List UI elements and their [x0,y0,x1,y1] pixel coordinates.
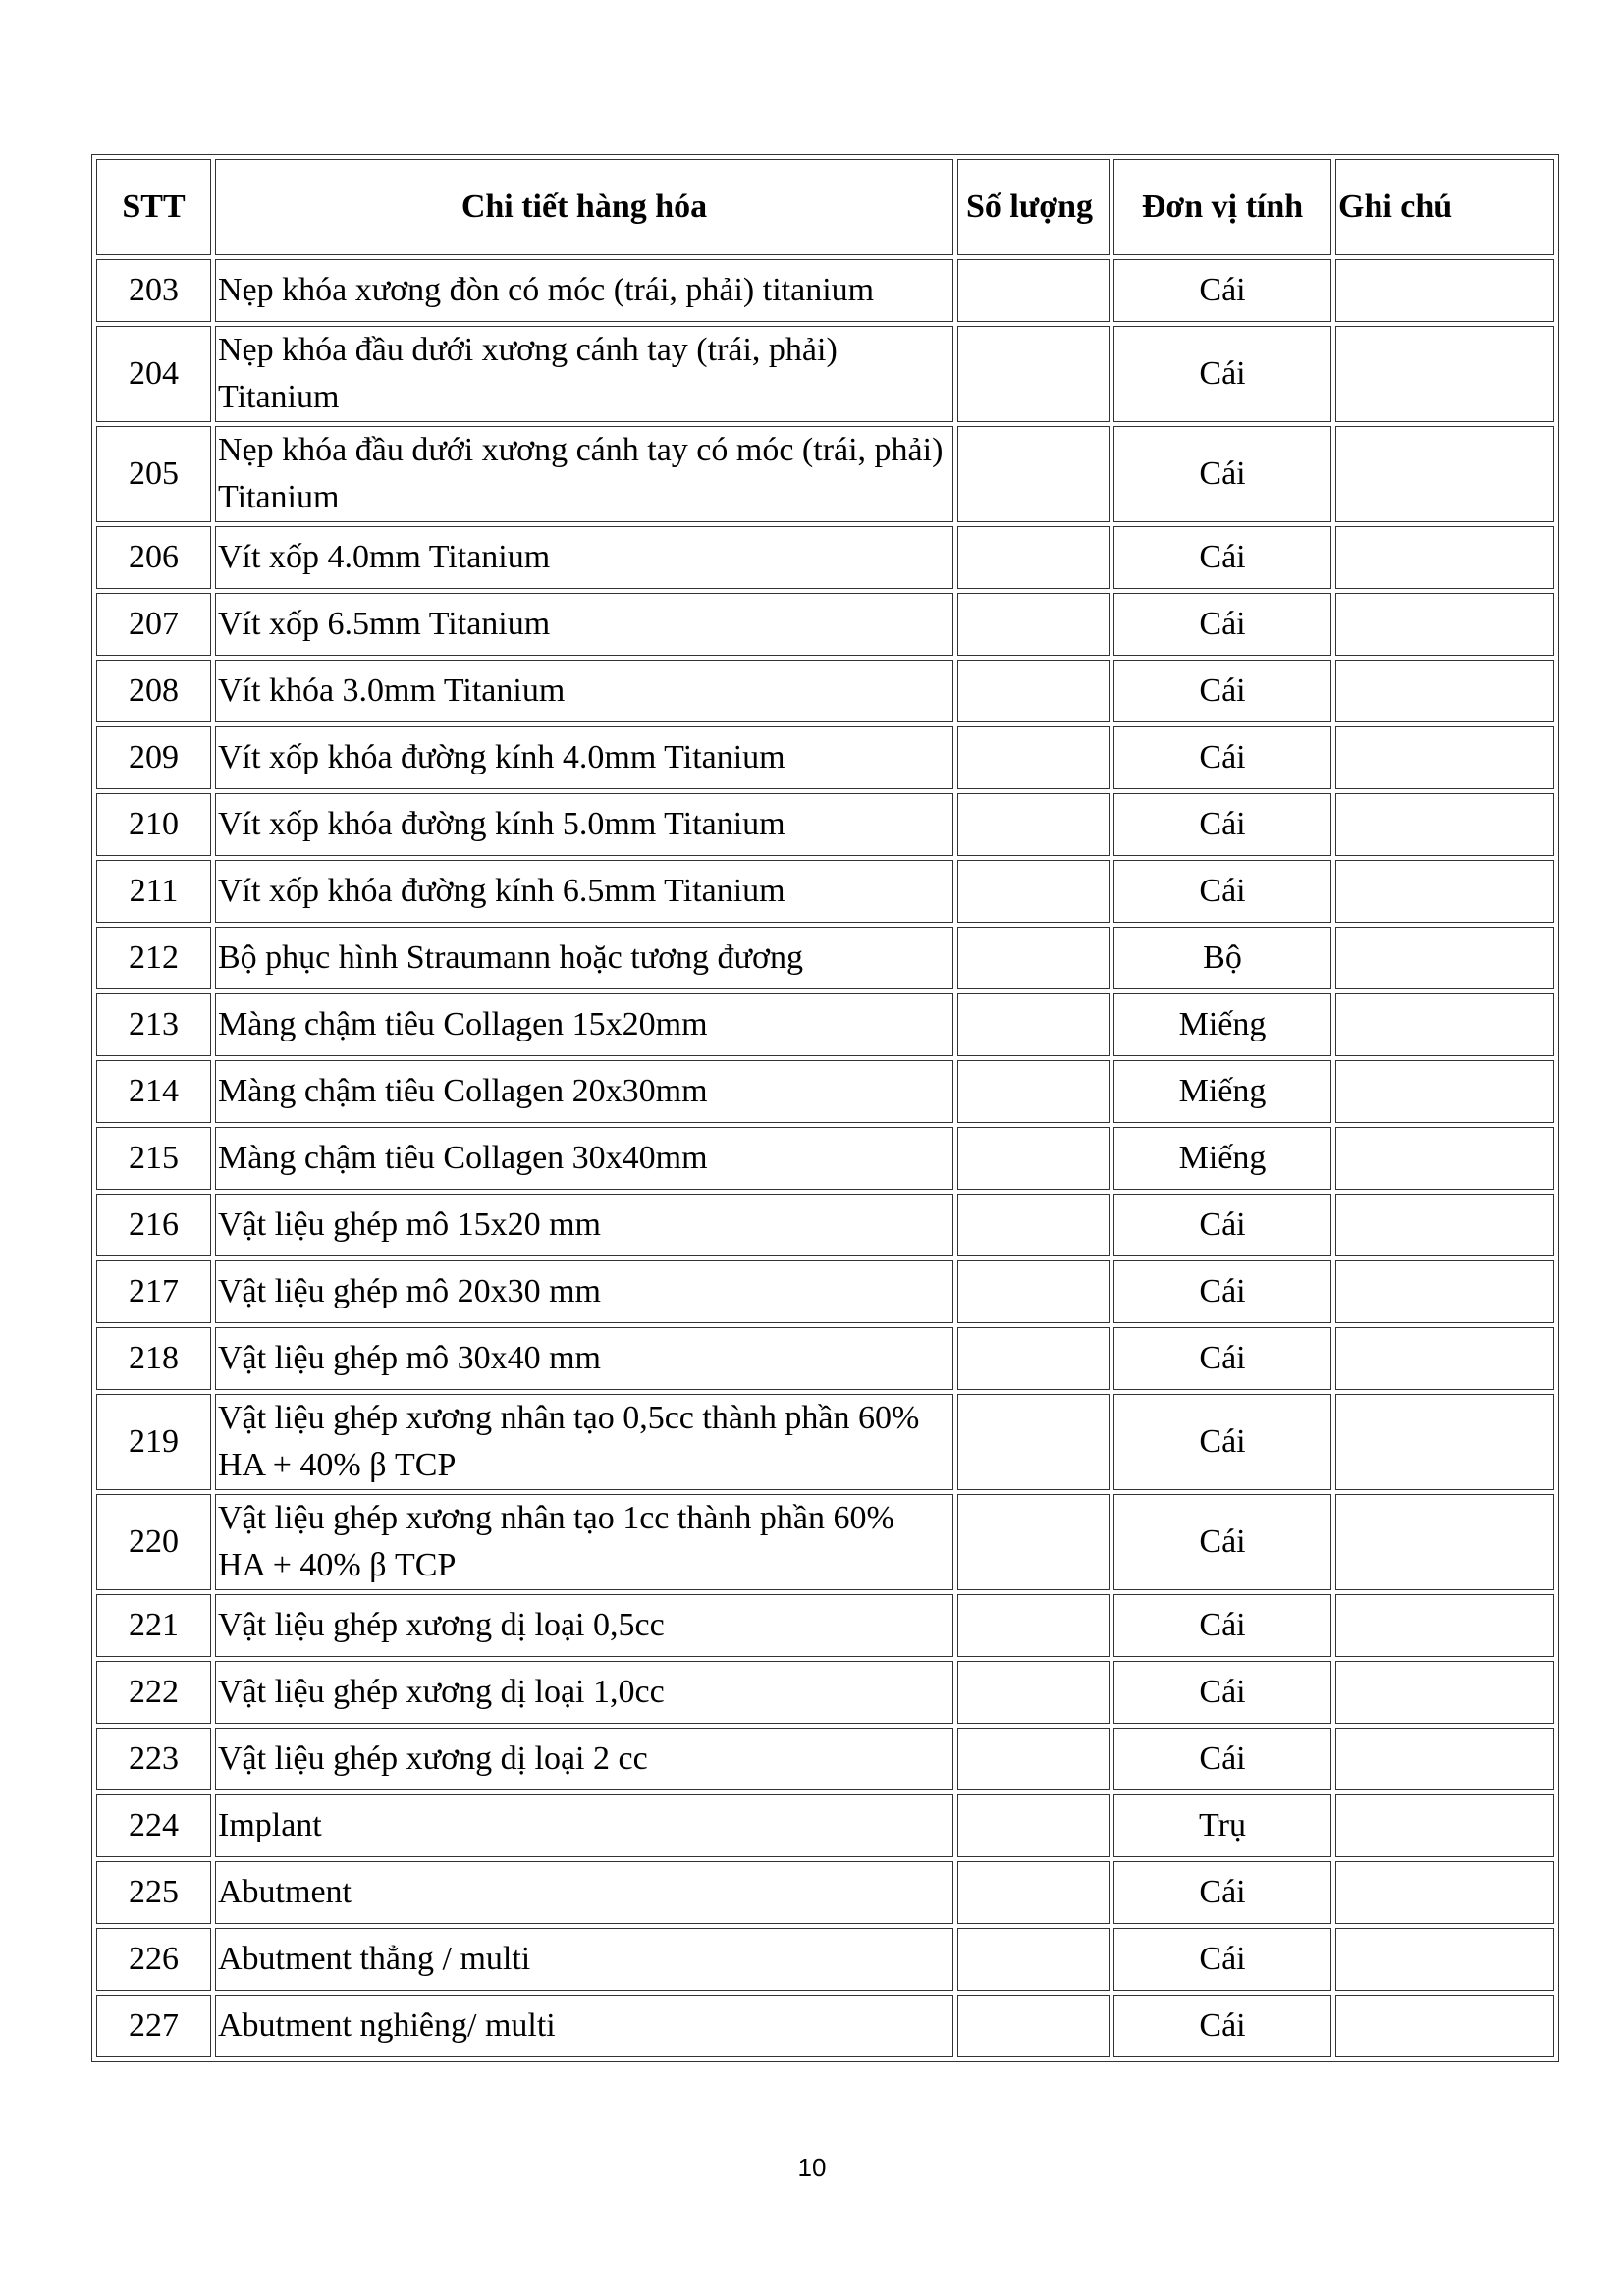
cell-unit: Cái [1113,1728,1331,1790]
cell-note [1335,1728,1554,1790]
table-row [96,593,1554,656]
cell-note [1335,326,1554,422]
cell-unit: Cái [1113,793,1331,856]
cell-unit: Cái [1113,526,1331,589]
cell-goods-detail: Vật liệu ghép xương dị loại 1,0cc [215,1661,953,1724]
table-row [96,1494,1554,1590]
cell-note [1335,1928,1554,1991]
cell-goods-detail: Abutment [215,1861,953,1924]
cell-stt: 215 [96,1127,211,1190]
cell-unit: Cái [1113,259,1331,322]
cell-unit: Cái [1113,1394,1331,1490]
cell-unit: Cái [1113,426,1331,522]
cell-stt: 216 [96,1194,211,1256]
cell-goods-detail: Vật liệu ghép xương dị loại 2 cc [215,1728,953,1790]
cell-stt: 220 [96,1494,211,1590]
table-row [96,660,1554,722]
cell-goods-detail: Nẹp khóa đầu dưới xương cánh tay (trái, phải) Titanium [215,326,953,422]
cell-stt: 223 [96,1728,211,1790]
cell-goods-detail: Vít xốp 6.5mm Titanium [215,593,953,656]
cell-quantity [957,1327,1110,1390]
cell-goods-detail: Abutment nghiêng/ multi [215,1995,953,2057]
cell-goods-detail: Nẹp khóa xương đòn có móc (trái, phải) titanium [215,259,953,322]
cell-note [1335,993,1554,1056]
cell-quantity [957,1728,1110,1790]
table-row [96,1794,1554,1857]
cell-note [1335,726,1554,789]
cell-note [1335,1327,1554,1390]
table-row [96,1060,1554,1123]
cell-unit: Cái [1113,1260,1331,1323]
cell-unit: Cái [1113,326,1331,422]
cell-unit: Cái [1113,1661,1331,1724]
cell-goods-detail: Vít xốp khóa đường kính 6.5mm Titanium [215,860,953,923]
cell-unit: Cái [1113,1928,1331,1991]
cell-quantity [957,1794,1110,1857]
cell-unit: Cái [1113,1327,1331,1390]
table-header-row [96,159,1554,255]
table-row [96,793,1554,856]
cell-stt: 212 [96,927,211,989]
cell-quantity [957,326,1110,422]
table-row [96,426,1554,522]
cell-stt: 222 [96,1661,211,1724]
table-row [96,326,1554,422]
table-row [96,1594,1554,1657]
cell-quantity [957,927,1110,989]
cell-quantity [957,1661,1110,1724]
cell-goods-detail: Màng chậm tiêu Collagen 30x40mm [215,1127,953,1190]
cell-goods-detail: Implant [215,1794,953,1857]
cell-quantity [957,793,1110,856]
cell-unit: Cái [1113,1494,1331,1590]
cell-unit: Bộ [1113,927,1331,989]
cell-quantity [957,1861,1110,1924]
goods-table [92,155,1558,2061]
table-row [96,1728,1554,1790]
cell-quantity [957,726,1110,789]
cell-goods-detail: Nẹp khóa đầu dưới xương cánh tay có móc (trái, phải) Titanium [215,426,953,522]
cell-quantity [957,993,1110,1056]
cell-note [1335,1861,1554,1924]
cell-goods-detail: Màng chậm tiêu Collagen 20x30mm [215,1060,953,1123]
table-row [96,927,1554,989]
cell-note [1335,1494,1554,1590]
cell-stt: 209 [96,726,211,789]
cell-quantity [957,426,1110,522]
cell-note [1335,259,1554,322]
cell-goods-detail: Vít xốp khóa đường kính 5.0mm Titanium [215,793,953,856]
cell-quantity [957,526,1110,589]
cell-note [1335,1260,1554,1323]
cell-goods-detail: Vật liệu ghép xương nhân tạo 1cc thành phần 60% HA + 40% β TCP [215,1494,953,1590]
cell-goods-detail: Vật liệu ghép xương dị loại 0,5cc [215,1594,953,1657]
cell-note [1335,1594,1554,1657]
cell-stt: 226 [96,1928,211,1991]
table-row [96,726,1554,789]
cell-unit: Cái [1113,860,1331,923]
cell-stt: 206 [96,526,211,589]
table-row [96,1194,1554,1256]
cell-stt: 210 [96,793,211,856]
cell-quantity [957,1127,1110,1190]
header-stt: STT [96,159,211,255]
cell-quantity [957,1494,1110,1590]
cell-quantity [957,1194,1110,1256]
cell-note [1335,793,1554,856]
table-row [96,1661,1554,1724]
cell-unit: Miếng [1113,1127,1331,1190]
header-goods-detail: Chi tiết hàng hóa [215,159,953,255]
table-row [96,1260,1554,1323]
cell-unit: Miếng [1113,1060,1331,1123]
cell-note [1335,860,1554,923]
cell-unit: Cái [1113,726,1331,789]
cell-note [1335,1194,1554,1256]
cell-goods-detail: Vật liệu ghép mô 15x20 mm [215,1194,953,1256]
table-row [96,1327,1554,1390]
cell-stt: 204 [96,326,211,422]
cell-stt: 203 [96,259,211,322]
cell-goods-detail: Vật liệu ghép mô 30x40 mm [215,1327,953,1390]
cell-unit: Miếng [1113,993,1331,1056]
cell-stt: 224 [96,1794,211,1857]
cell-quantity [957,1995,1110,2057]
cell-quantity [957,1394,1110,1490]
cell-goods-detail: Bộ phục hình Straumann hoặc tương đương [215,927,953,989]
cell-stt: 213 [96,993,211,1056]
cell-goods-detail: Vật liệu ghép xương nhân tạo 0,5cc thành phần 60% HA + 40% β TCP [215,1394,953,1490]
cell-note [1335,1060,1554,1123]
cell-stt: 208 [96,660,211,722]
cell-goods-detail: Vật liệu ghép mô 20x30 mm [215,1260,953,1323]
cell-stt: 205 [96,426,211,522]
cell-note [1335,526,1554,589]
cell-stt: 219 [96,1394,211,1490]
cell-quantity [957,660,1110,722]
cell-note [1335,660,1554,722]
cell-note [1335,1394,1554,1490]
cell-goods-detail: Vít xốp 4.0mm Titanium [215,526,953,589]
cell-stt: 207 [96,593,211,656]
cell-goods-detail: Abutment thẳng / multi [215,1928,953,1991]
cell-stt: 217 [96,1260,211,1323]
cell-quantity [957,593,1110,656]
cell-stt: 225 [96,1861,211,1924]
cell-unit: Cái [1113,593,1331,656]
cell-stt: 218 [96,1327,211,1390]
table-row [96,526,1554,589]
header-quantity: Số lượng [957,159,1110,255]
cell-stt: 227 [96,1995,211,2057]
cell-note [1335,927,1554,989]
cell-unit: Trụ [1113,1794,1331,1857]
cell-goods-detail: Vít xốp khóa đường kính 4.0mm Titanium [215,726,953,789]
table-row [96,259,1554,322]
cell-unit: Cái [1113,1594,1331,1657]
cell-goods-detail: Vít khóa 3.0mm Titanium [215,660,953,722]
cell-unit: Cái [1113,1861,1331,1924]
cell-stt: 211 [96,860,211,923]
header-unit: Đơn vị tính [1113,159,1331,255]
table-row [96,1127,1554,1190]
table-row [96,1995,1554,2057]
cell-unit: Cái [1113,1194,1331,1256]
cell-unit: Cái [1113,660,1331,722]
cell-quantity [957,259,1110,322]
cell-note [1335,1127,1554,1190]
page-number: 10 [797,2153,827,2182]
table-row [96,993,1554,1056]
cell-note [1335,1995,1554,2057]
cell-stt: 214 [96,1060,211,1123]
table-row [96,1861,1554,1924]
cell-note [1335,1794,1554,1857]
cell-quantity [957,1594,1110,1657]
cell-note [1335,1661,1554,1724]
table-row [96,860,1554,923]
header-note: Ghi chú [1335,159,1554,255]
table-row [96,1394,1554,1490]
cell-note [1335,426,1554,522]
cell-quantity [957,1928,1110,1991]
table-row [96,1928,1554,1991]
cell-quantity [957,1260,1110,1323]
cell-quantity [957,1060,1110,1123]
cell-goods-detail: Màng chậm tiêu Collagen 15x20mm [215,993,953,1056]
cell-stt: 221 [96,1594,211,1657]
cell-quantity [957,860,1110,923]
cell-unit: Cái [1113,1995,1331,2057]
cell-note [1335,593,1554,656]
